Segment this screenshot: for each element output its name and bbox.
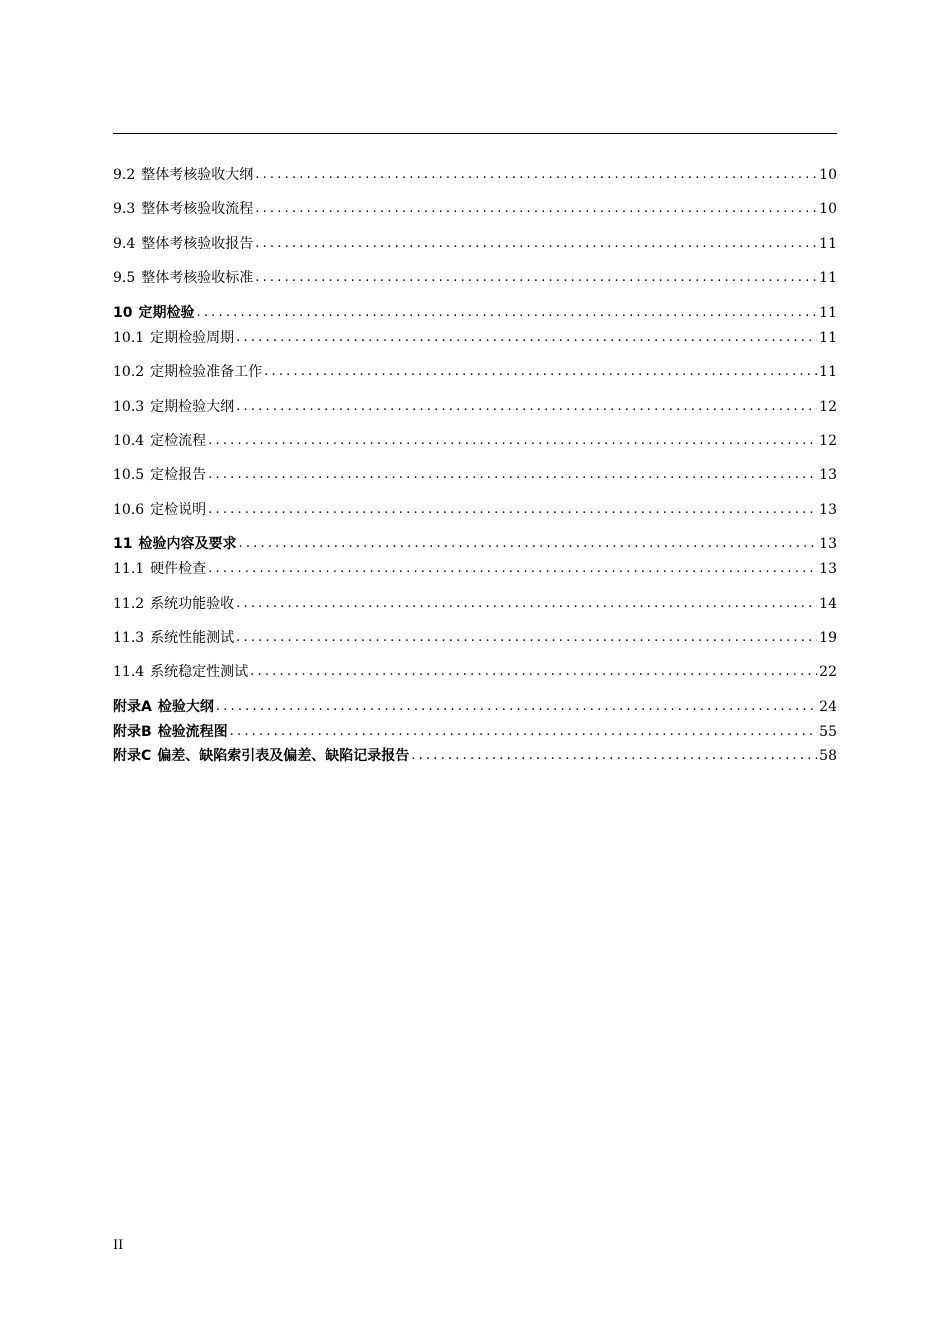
toc-entry-page: 12 [819,399,837,415]
toc-entry[interactable] [113,303,837,323]
toc-entry[interactable] [113,397,837,417]
toc-entry-number: 11 [113,536,133,552]
toc-entry-number: 9.4 [113,236,136,252]
toc-entry-page: 55 [819,724,837,740]
toc-entry-title: 系统稳定性测试 [150,664,249,680]
toc-entry-number: 11.2 [113,596,145,612]
toc-leader-dots [255,199,817,219]
toc-leader-dots [208,431,817,451]
toc-entry-title: 检验流程图 [157,724,228,740]
toc-leader-dots [236,594,817,614]
toc-entry-page: 24 [819,699,837,715]
toc-leader-dots [216,697,817,717]
toc-entry-page: 11 [819,270,837,286]
header-rule [113,133,837,134]
toc-entry-title: 定期检验周期 [150,330,235,346]
toc-entry-page: 14 [819,596,837,612]
toc-entry-page: 13 [819,536,837,552]
toc-entry[interactable] [113,465,837,485]
toc-entry-number: 11.1 [113,561,145,577]
toc-entry-number: 9.2 [113,167,136,183]
toc-entry-title: 整体考核验收报告 [141,236,254,252]
toc-entry-number: 10.2 [113,364,145,380]
toc-entry-title: 硬件检查 [150,561,207,577]
toc-entry-number: 11.4 [113,664,145,680]
toc-entry[interactable] [113,268,837,288]
toc-leader-dots [196,303,817,323]
toc-leader-dots [236,397,817,417]
toc-entry[interactable] [113,746,837,766]
toc-leader-dots [255,268,817,288]
toc-entry-title: 整体考核验收流程 [141,201,254,217]
toc-entry-number: 10.4 [113,433,145,449]
toc-leader-dots [411,746,817,766]
toc-entry-title: 检验大纲 [157,699,214,715]
toc-leader-dots [236,628,817,648]
toc-leader-dots [264,362,817,382]
toc-leader-dots [238,534,817,554]
toc-entry-number: 10.5 [113,467,145,483]
toc-leader-dots [255,234,817,254]
toc-entry[interactable] [113,559,837,579]
toc-entry-number: 9.3 [113,201,136,217]
toc-entry-number: 10.1 [113,330,145,346]
toc-entry-title: 偏差、缺陷索引表及偏差、缺陷记录报告 [157,748,410,764]
toc-entry-number: 附录B [113,724,152,740]
toc-entry-number: 10 [113,305,133,321]
toc-entry[interactable] [113,328,837,348]
toc-entry-title: 整体考核验收标准 [141,270,254,286]
toc-entry[interactable] [113,628,837,648]
toc-entry-number: 10.3 [113,399,145,415]
toc-leader-dots [236,328,817,348]
toc-entry-number: 9.5 [113,270,136,286]
toc-leader-dots [250,662,817,682]
toc-entry-title: 定期检验 [138,305,195,321]
toc-entry[interactable] [113,534,837,554]
toc-entry-title: 检验内容及要求 [138,536,237,552]
toc-entry-page: 10 [819,201,837,217]
toc-entry-page: 22 [819,664,837,680]
toc-entry-number: 11.3 [113,630,145,646]
toc-entry-page: 12 [819,433,837,449]
toc-leader-dots [208,559,817,579]
toc-entry[interactable] [113,697,837,717]
toc-entry[interactable] [113,431,837,451]
toc-entry-title: 定期检验大纲 [150,399,235,415]
toc-entry-page: 11 [819,364,837,380]
toc-entry-title: 定检流程 [150,433,207,449]
toc-leader-dots [208,465,817,485]
toc-entry-page: 10 [819,167,837,183]
toc-entry-title: 系统性能测试 [150,630,235,646]
toc-entry-page: 13 [819,467,837,483]
page-number: II [113,1238,124,1253]
toc-entry-number: 附录C [113,748,152,764]
toc-entry-number: 附录A [113,699,152,715]
toc-leader-dots [230,722,817,742]
toc-entry-page: 11 [819,236,837,252]
toc-entry[interactable] [113,234,837,254]
toc-entry-page: 13 [819,561,837,577]
toc-entry[interactable] [113,722,837,742]
toc-leader-dots [255,165,817,185]
toc-entry[interactable] [113,594,837,614]
toc-entry-page: 11 [819,305,837,321]
toc-entry-page: 13 [819,502,837,518]
toc-entry-page: 11 [819,330,837,346]
toc-entry-page: 19 [819,630,837,646]
toc-entry[interactable] [113,165,837,185]
toc-entry-title: 系统功能验收 [150,596,235,612]
toc-entry[interactable] [113,199,837,219]
toc-entry-title: 定检报告 [150,467,207,483]
toc-entry-number: 10.6 [113,502,145,518]
toc-entry-title: 定检说明 [150,502,207,518]
toc-entry[interactable] [113,500,837,520]
toc-entry[interactable] [113,362,837,382]
toc-entry-title: 定期检验准备工作 [150,364,263,380]
toc-entry-title: 整体考核验收大纲 [141,167,254,183]
toc-entry[interactable] [113,662,837,682]
toc-leader-dots [208,500,817,520]
toc-entry-page: 58 [819,748,837,764]
